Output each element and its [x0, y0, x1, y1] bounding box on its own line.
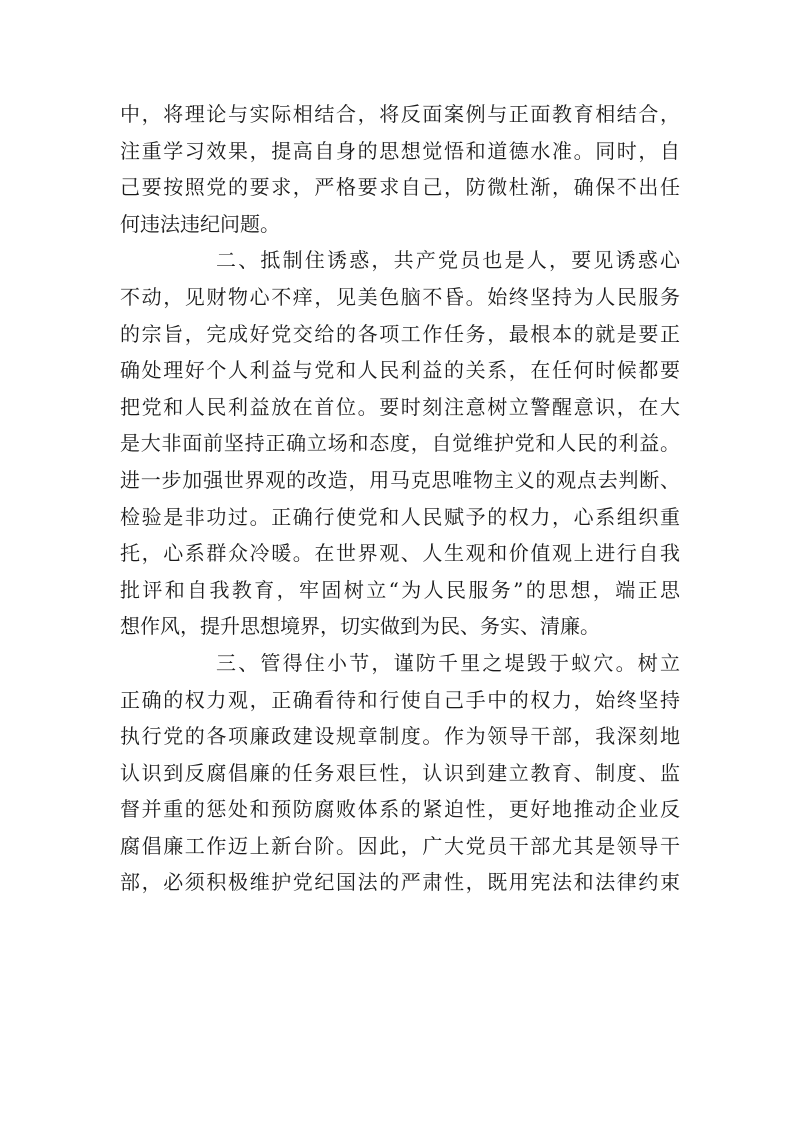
text-line: 检验是非功过。正确行使党和人民赋予的权力，心系组织重 — [120, 504, 680, 529]
text-line: 认识到反腐倡廉的任务艰巨性，认识到建立教育、制度、监 — [120, 760, 680, 785]
text-line: 己要按照党的要求，严格要求自己，防微杜渐，确保不出任 — [120, 175, 680, 200]
text-line: 确处理好个人利益与党和人民利益的关系，在任何时候都要 — [120, 358, 680, 383]
text-line: 是大非面前坚持正确立场和态度，自觉维护党和人民的利益。 — [120, 431, 680, 456]
text-line: 想作风，提升思想境界，切实做到为民、务实、清廉。 — [120, 614, 600, 639]
text-line: 不动，见财物心不痒，见美色脑不昏。始终坚持为人民服务 — [120, 284, 680, 309]
text-line: 腐倡廉工作迈上新台阶。因此，广大党员干部尤其是领导干 — [120, 833, 680, 858]
text-line: 注重学习效果，提高自身的思想觉悟和道德水准。同时，自 — [120, 138, 680, 163]
section-heading-line: 三、管得住小节，谨防千里之堤毁于蚁穴。树立 — [216, 650, 680, 675]
text-line: 何违法违纪问题。 — [120, 211, 280, 236]
text-line: 中，将理论与实际相结合，将反面案例与正面教育相结合， — [120, 102, 680, 126]
section-heading-line: 二、抵制住诱惑，共产党员也是人，要见诱惑心 — [216, 248, 680, 273]
text-line: 执行党的各项廉政建设规章制度。作为领导干部，我深刻地 — [120, 724, 680, 749]
text-line: 批评和自我教育，牢固树立“为人民服务”的思想，端正思 — [120, 577, 680, 602]
text-line: 督并重的惩处和预防腐败体系的紧迫性，更好地推动企业反 — [120, 797, 680, 822]
body-text — [120, 96, 680, 901]
text-line: 托，心系群众冷暖。在世界观、人生观和价值观上进行自我 — [120, 541, 680, 566]
text-line: 把党和人民利益放在首位。要时刻注意树立警醒意识，在大 — [120, 394, 680, 419]
text-line: 部，必须积极维护党纪国法的严肃性，既用宪法和法律约束 — [120, 870, 680, 895]
text-line: 的宗旨，完成好党交给的各项工作任务，最根本的就是要正 — [120, 321, 680, 346]
text-line: 正确的权力观，正确看待和行使自己手中的权力，始终坚持 — [120, 687, 680, 712]
text-line: 进一步加强世界观的改造，用马克思唯物主义的观点去判断、 — [120, 467, 680, 492]
